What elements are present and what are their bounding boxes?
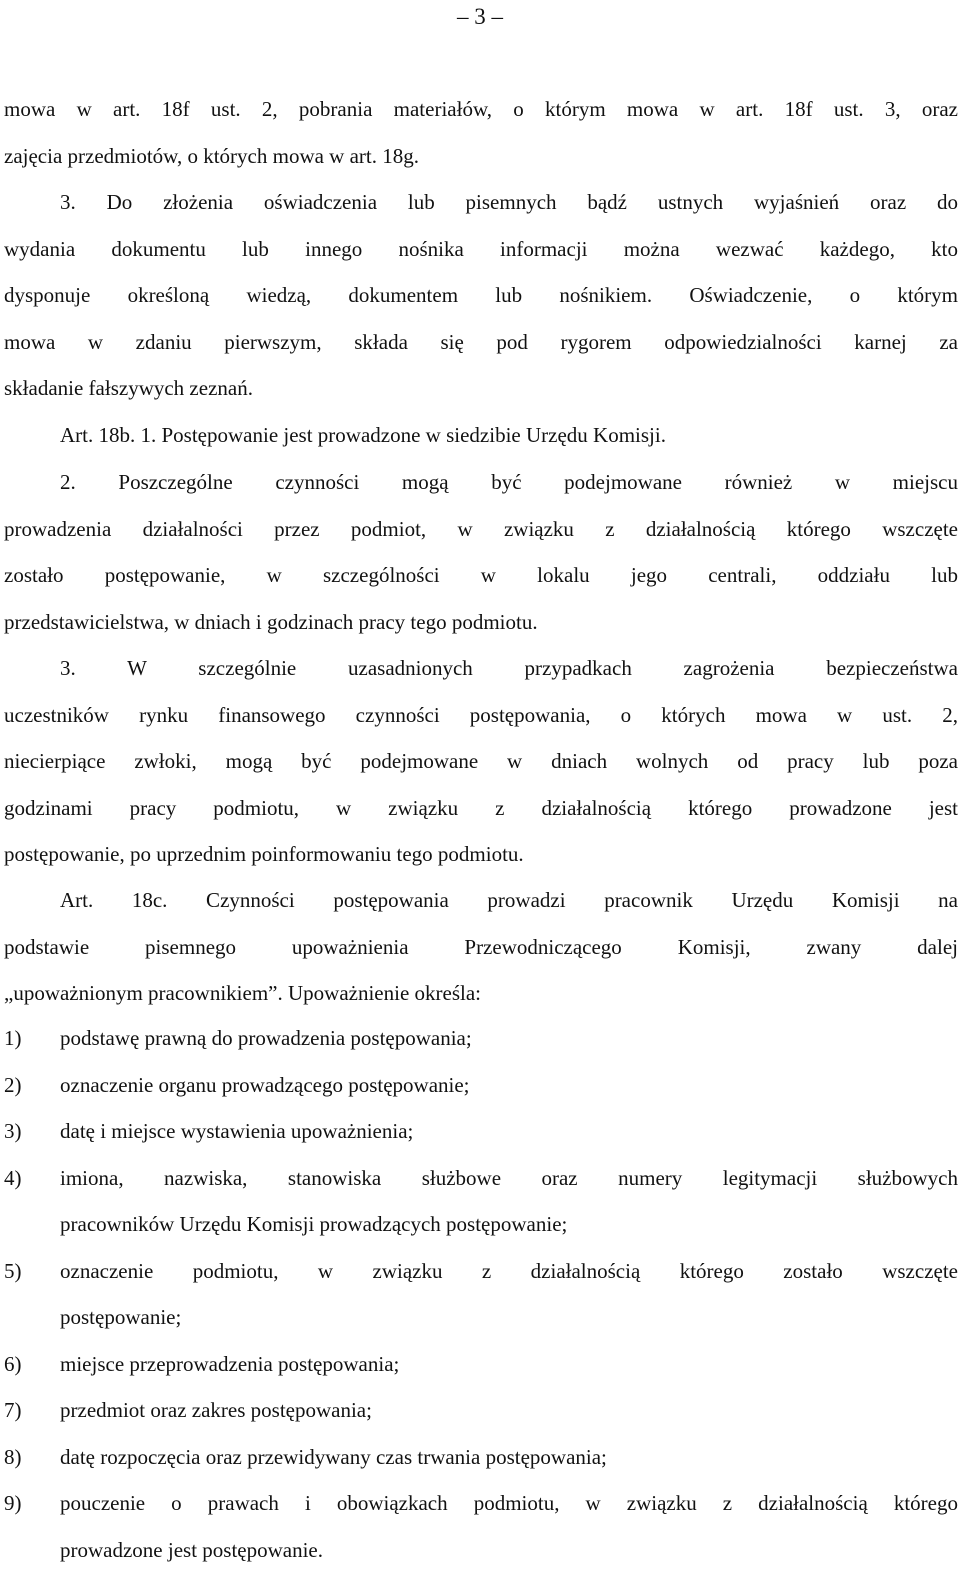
list-item-text: podstawę prawną do prowadzenia postępowania;: [60, 1015, 958, 1062]
list-item-text: imiona, nazwiska, stanowiska służbowe oraz numery legitymacji służbowych: [60, 1155, 958, 1202]
list-item-text: oznaczenie organu prowadzącego postępowanie;: [60, 1062, 958, 1109]
text-line: mowa w art. 18f ust. 2, pobrania materiałów, o którym mowa w art. 18f ust. 3, oraz: [4, 86, 958, 133]
list-item-number: 8): [4, 1434, 22, 1481]
text-line: zajęcia przedmiotów, o których mowa w art. 18g.: [4, 133, 958, 180]
list-item-number: 7): [4, 1387, 22, 1434]
list-item: [4, 1015, 958, 1062]
list-item: [4, 1155, 958, 1248]
list-item: [4, 1341, 958, 1388]
text-line: prowadzenia działalności przez podmiot, w związku z działalnością którego wszczęte: [4, 506, 958, 553]
paragraph-art18b-ust3: [4, 645, 958, 878]
list-item-text: pracowników Urzędu Komisji prowadzących postępowanie;: [60, 1201, 958, 1248]
text-line: 2. Poszczególne czynności mogą być podejmowane również w miejscu: [4, 459, 958, 506]
paragraph-art18a-ust3: [4, 179, 958, 412]
list-item-text: miejsce przeprowadzenia postępowania;: [60, 1341, 958, 1388]
text-line: wydania dokumentu lub innego nośnika informacji można wezwać każdego, kto: [4, 226, 958, 273]
authorization-contents-list: [4, 1015, 958, 1573]
text-line: postępowanie, po uprzednim poinformowaniu tego podmiotu.: [4, 831, 958, 878]
text-line: przedstawicielstwa, w dniach i godzinach pracy tego podmiotu.: [4, 599, 958, 646]
list-item: [4, 1248, 958, 1341]
list-item-text: oznaczenie podmiotu, w związku z działalnością którego zostało wszczęte: [60, 1248, 958, 1295]
text-line: zostało postępowanie, w szczególności w lokalu jego centrali, oddziału lub: [4, 552, 958, 599]
text-line: Art. 18c. Czynności postępowania prowadzi pracownik Urzędu Komisji na: [4, 877, 958, 924]
text-line: dysponuje określoną wiedzą, dokumentem lub nośnikiem. Oświadczenie, o którym: [4, 272, 958, 319]
text-line: Art. 18b. 1. Postępowanie jest prowadzone w siedzibie Urzędu Komisji.: [4, 412, 958, 459]
list-item: [4, 1062, 958, 1109]
list-item-text: datę rozpoczęcia oraz przewidywany czas trwania postępowania;: [60, 1434, 958, 1481]
paragraph-art18c: [4, 877, 958, 1017]
list-item-number: 4): [4, 1155, 22, 1202]
list-item-text: datę i miejsce wystawienia upoważnienia;: [60, 1108, 958, 1155]
list-item-number: 2): [4, 1062, 22, 1109]
list-item-number: 5): [4, 1248, 22, 1295]
list-item: [4, 1108, 958, 1155]
list-item: [4, 1387, 958, 1434]
list-item-number: 3): [4, 1108, 22, 1155]
text-line: składanie fałszywych zeznań.: [4, 365, 958, 412]
text-line: godzinami pracy podmiotu, w związku z działalnością którego prowadzone jest: [4, 785, 958, 832]
list-item-text: pouczenie o prawach i obowiązkach podmiotu, w związku z działalnością którego: [60, 1480, 958, 1527]
list-item-number: 1): [4, 1015, 22, 1062]
text-line: „upoważnionym pracownikiem”. Upoważnienie określa:: [4, 970, 958, 1017]
list-item-text: przedmiot oraz zakres postępowania;: [60, 1387, 958, 1434]
paragraph-continuation: [4, 86, 958, 179]
list-item-text: prowadzone jest postępowanie.: [60, 1527, 958, 1573]
list-item-number: 6): [4, 1341, 22, 1388]
text-line: 3. Do złożenia oświadczenia lub pisemnych bądź ustnych wyjaśnień oraz do: [4, 179, 958, 226]
paragraph-art18b-ust1: [4, 412, 958, 459]
text-line: podstawie pisemnego upoważnienia Przewodniczącego Komisji, zwany dalej: [4, 924, 958, 971]
text-line: uczestników rynku finansowego czynności postępowania, o których mowa w ust. 2,: [4, 692, 958, 739]
paragraph-art18b-ust2: [4, 459, 958, 645]
list-item: [4, 1480, 958, 1573]
text-line: 3. W szczególnie uzasadnionych przypadkach zagrożenia bezpieczeństwa: [4, 645, 958, 692]
text-line: mowa w zdaniu pierwszym, składa się pod rygorem odpowiedzialności karnej za: [4, 319, 958, 366]
page-number: – 3 –: [0, 2, 960, 32]
list-item-number: 9): [4, 1480, 22, 1527]
list-item-text: postępowanie;: [60, 1294, 958, 1341]
text-line: niecierpiące zwłoki, mogą być podejmowane w dniach wolnych od pracy lub poza: [4, 738, 958, 785]
list-item: [4, 1434, 958, 1481]
